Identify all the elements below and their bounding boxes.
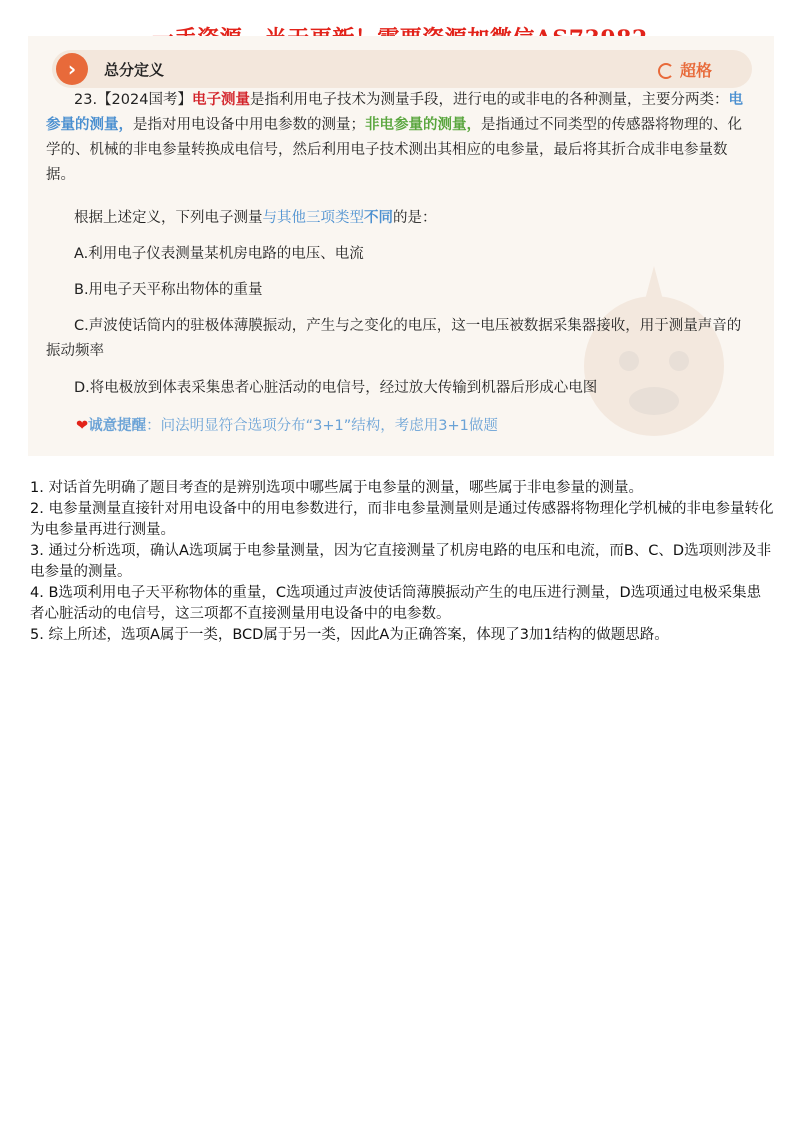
category-electric: 电参量的测量，	[46, 92, 743, 133]
question-number: 23.	[74, 92, 98, 108]
question-stem	[46, 88, 746, 188]
option-c: C.声波使话筒内的驻极体薄膜振动，产生与之变化的电压，这一电压被数据采集器接收，用于测量声音的振动频率	[46, 318, 742, 359]
brand-g-icon	[658, 63, 674, 79]
summary-item: 5. 综上所述，选项A属于一类，BCD属于另一类，因此A为正确答案，体现了3加1结构的做题思路。	[30, 627, 669, 643]
prompt-text: 根据上述定义，下列电子测量	[74, 210, 263, 226]
brand-logo	[658, 58, 712, 81]
option-d: D.将电极放到体表采集患者心脏活动的电信号，经过放大传输到机器后形成心电图	[74, 380, 598, 396]
defined-term: 电子测量	[191, 92, 250, 108]
question-source: 【2024国考】	[97, 92, 192, 108]
definition-intro: 是指利用电子技术为测量手段，进行电的或非电的各种测量，主要分两类：	[249, 92, 729, 108]
summary-item: 4. B选项利用电子天平称物体的重量，C选项通过声波使话筒薄膜振动产生的电压进行测量，D选项通过电极采集患者心脏活动的电信号，这三项都不直接测量用电设备中的电参数。	[30, 585, 762, 622]
brand-name: 超格	[679, 61, 712, 80]
section-header	[52, 50, 752, 88]
prompt-highlight-bold: 不同	[364, 210, 393, 226]
question-card	[28, 36, 774, 456]
hint-line	[76, 414, 498, 435]
summary-item: 3. 通过分析选项，确认A选项属于电参量测量，因为它直接测量了机房电路的电压和电流，而B、C、D选项则涉及非电参量的测量。	[30, 543, 772, 580]
prompt-end: 的是：	[393, 210, 437, 226]
category-electric-desc: 是指对用电设备中用电参数的测量；	[133, 117, 365, 133]
summary-item: 2. 电参量测量直接针对用电设备中的用电参数进行，而非电参量测量则是通过传感器将物理化学机械的非电参量转化为电参量再进行测量。	[30, 501, 774, 538]
hint-text: ：问法明显符合选项分布“3+1”结构，考虑用3+1做题	[146, 418, 498, 434]
summary-item: 1. 对话首先明确了题目考查的是辨别选项中哪些属于电参量的测量，哪些属于非电参量的测量。	[30, 480, 643, 496]
hint-label: 诚意提醒	[88, 418, 147, 434]
option-b: B.用电子天平称出物体的重量	[74, 282, 263, 298]
option-a: A.利用电子仪表测量某机房电路的电压、电流	[74, 246, 364, 262]
heart-icon: ❤	[76, 418, 89, 434]
category-nonelectric: 非电参量的测量，	[365, 117, 481, 133]
summary-list	[30, 478, 775, 646]
question-prompt	[74, 206, 746, 231]
prompt-highlight: 与其他三项类型	[262, 210, 364, 226]
category-nonelectric-desc: 是指通过不同类型的传感器将物理的、化学的、机械的非电参量转换成电信号，然后利用电子技术测出其相应的电参量，最后将其折合成非电参量数据。	[46, 117, 742, 183]
chevron-right-icon: ›	[56, 53, 88, 85]
section-title: 总分定义	[104, 61, 165, 79]
